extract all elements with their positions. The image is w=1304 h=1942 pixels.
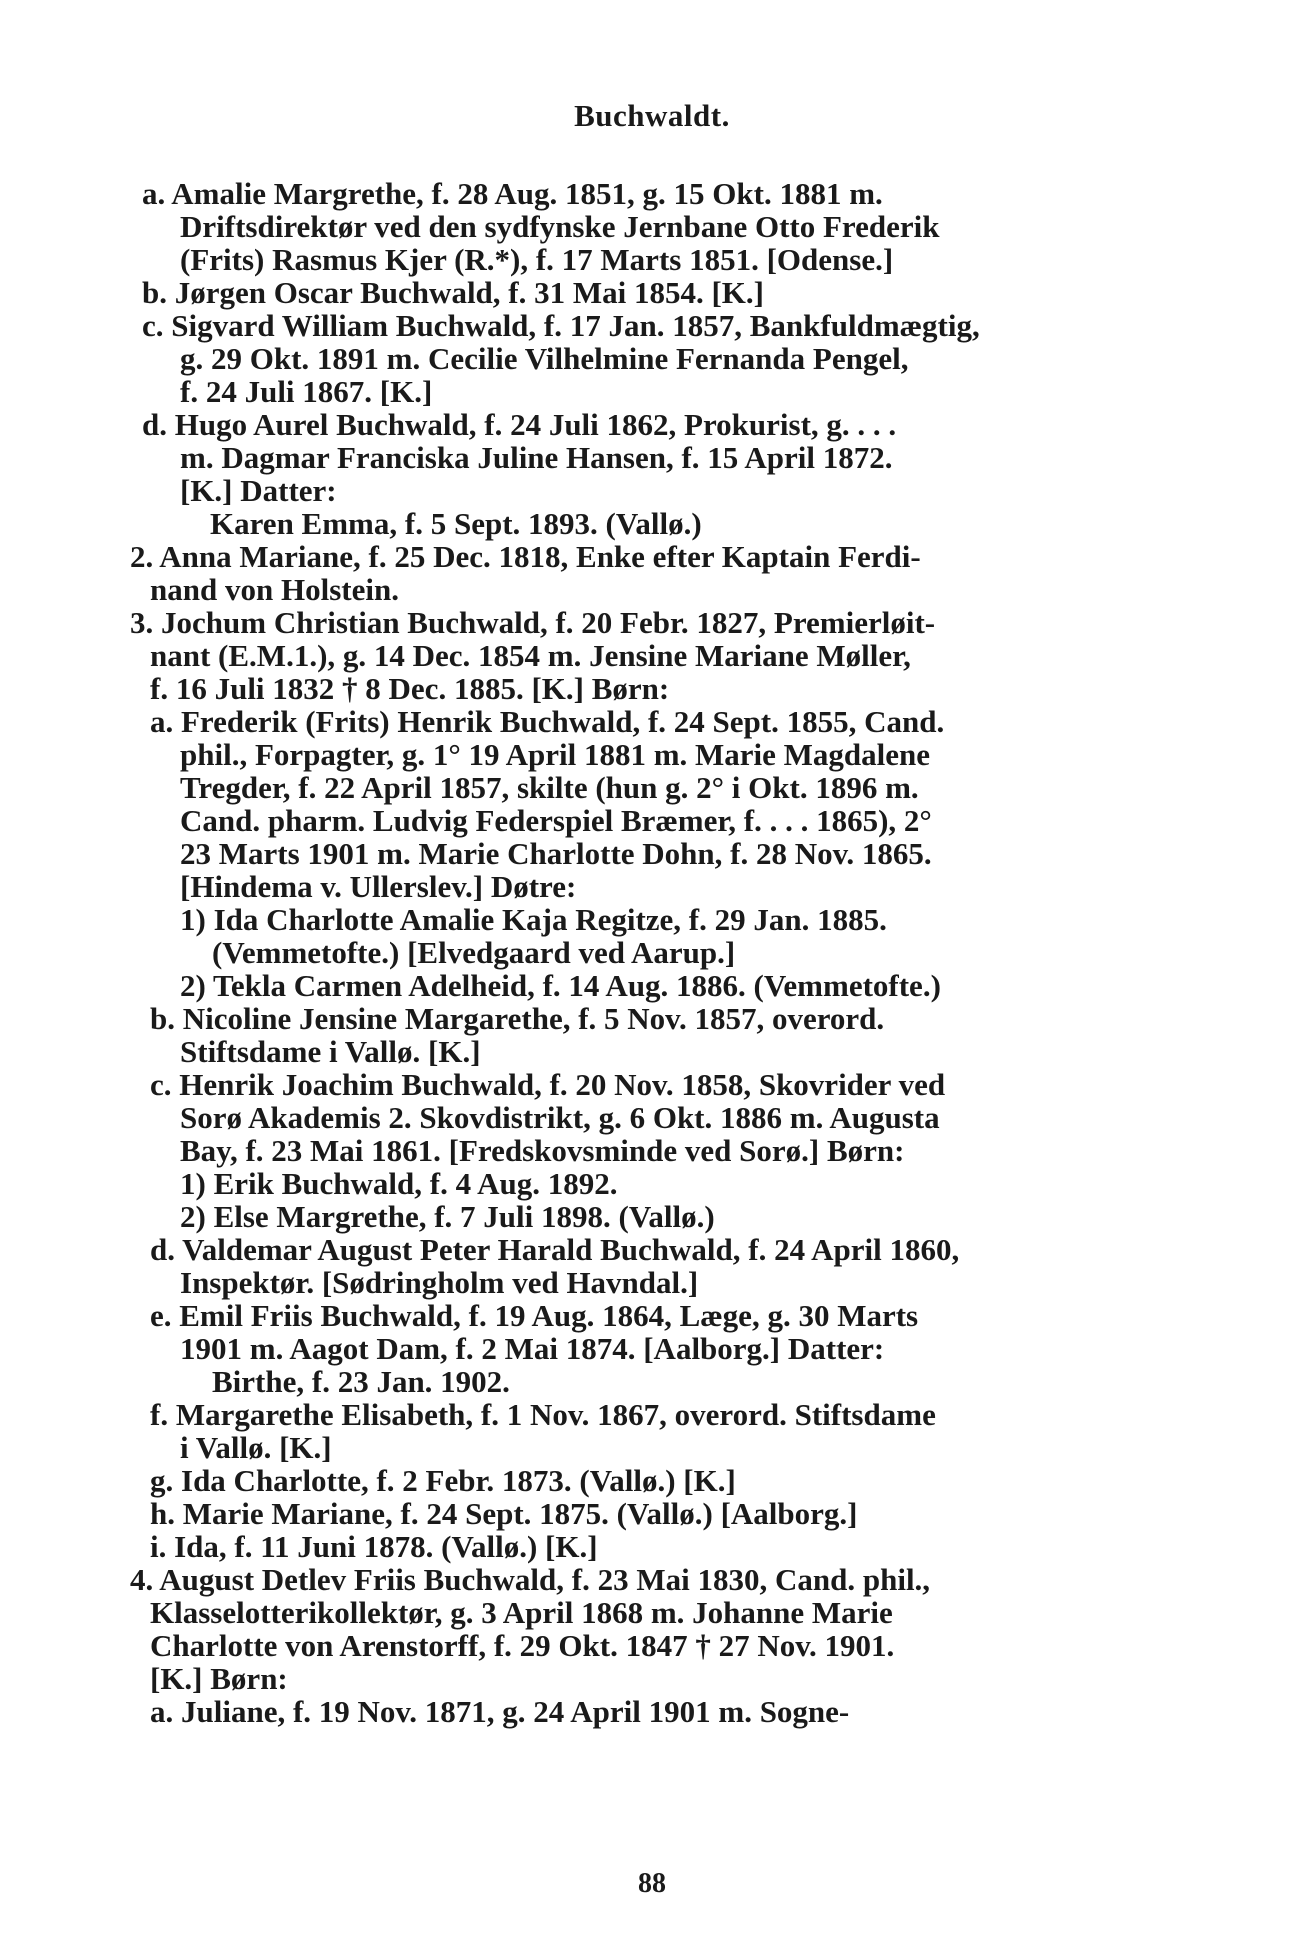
text-line: 2) Else Margrethe, f. 7 Juli 1898. (Vallø.) — [180, 1199, 715, 1234]
text-line: [K.] Datter: — [180, 473, 337, 508]
text-line: Tregder, f. 22 April 1857, skilte (hun g. 2° i Okt. 1896 m. — [180, 770, 919, 805]
text-line: 2. Anna Mariane, f. 25 Dec. 1818, Enke efter Kaptain Ferdi- — [130, 539, 921, 574]
text-line: a. Amalie Margrethe, f. 28 Aug. 1851, g. 15 Okt. 1881 m. — [142, 176, 883, 211]
text-line: 1) Erik Buchwald, f. 4 Aug. 1892. — [180, 1166, 618, 1201]
text-line: b. Jørgen Oscar Buchwald, f. 31 Mai 1854. [K.] — [142, 275, 764, 310]
text-line: g. 29 Okt. 1891 m. Cecilie Vilhelmine Fernanda Pengel, — [180, 341, 909, 376]
text-line: d. Valdemar August Peter Harald Buchwald, f. 24 April 1860, — [150, 1232, 960, 1267]
text-line: h. Marie Mariane, f. 24 Sept. 1875. (Vallø.) [Aalborg.] — [150, 1496, 858, 1531]
text-line: [Hindema v. Ullerslev.] Døtre: — [180, 869, 577, 904]
text-line: Cand. pharm. Ludvig Federspiel Bræmer, f. . . . 1865), 2° — [180, 803, 932, 838]
text-line: Birthe, f. 23 Jan. 1902. — [212, 1364, 510, 1399]
text-line: 1901 m. Aagot Dam, f. 2 Mai 1874. [Aalborg.] Datter: — [180, 1331, 885, 1366]
text-line: Charlotte von Arenstorff, f. 29 Okt. 1847 † 27 Nov. 1901. — [150, 1628, 895, 1663]
text-line: c. Sigvard William Buchwald, f. 17 Jan. 1857, Bankfuldmægtig, — [142, 308, 980, 343]
text-line: a. Juliane, f. 19 Nov. 1871, g. 24 April 1901 m. Sogne- — [150, 1694, 850, 1729]
text-line: f. Margarethe Elisabeth, f. 1 Nov. 1867, overord. Stiftsdame — [150, 1397, 936, 1432]
text-line: [K.] Børn: — [150, 1661, 288, 1696]
text-line: a. Frederik (Frits) Henrik Buchwald, f. 24 Sept. 1855, Cand. — [150, 704, 945, 739]
page-header: Buchwaldt. — [574, 98, 730, 133]
text-line: Driftsdirektør ved den sydfynske Jernbane Otto Frederik — [180, 209, 940, 244]
text-line: 3. Jochum Christian Buchwald, f. 20 Febr. 1827, Premierløit- — [130, 605, 936, 640]
text-line: f. 16 Juli 1832 † 8 Dec. 1885. [K.] Børn: — [150, 671, 670, 706]
text-line: nand von Holstein. — [150, 572, 399, 607]
text-line: Inspektør. [Sødringholm ved Havndal.] — [180, 1265, 699, 1300]
text-line: 23 Marts 1901 m. Marie Charlotte Dohn, f. 28 Nov. 1865. — [180, 836, 932, 871]
text-line: Klasselotterikollektør, g. 3 April 1868 m. Johanne Marie — [150, 1595, 893, 1630]
text-line: nant (E.M.1.), g. 14 Dec. 1854 m. Jensine Mariane Møller, — [150, 638, 911, 673]
text-line: d. Hugo Aurel Buchwald, f. 24 Juli 1862, Prokurist, g. . . . — [142, 407, 897, 442]
text-line: c. Henrik Joachim Buchwald, f. 20 Nov. 1858, Skovrider ved — [150, 1067, 946, 1102]
page-number: 88 — [638, 1868, 666, 1899]
text-line: i Vallø. [K.] — [180, 1430, 332, 1465]
text-line: i. Ida, f. 11 Juni 1878. (Vallø.) [K.] — [150, 1529, 598, 1564]
text-line: m. Dagmar Franciska Juline Hansen, f. 15 April 1872. — [180, 440, 893, 475]
text-line: e. Emil Friis Buchwald, f. 19 Aug. 1864, Læge, g. 30 Marts — [150, 1298, 919, 1333]
text-line: Bay, f. 23 Mai 1861. [Fredskovsminde ved Sorø.] Børn: — [180, 1133, 905, 1168]
text-line: 2) Tekla Carmen Adelheid, f. 14 Aug. 1886. (Vemmetofte.) — [180, 968, 941, 1003]
text-line: g. Ida Charlotte, f. 2 Febr. 1873. (Vallø.) [K.] — [150, 1463, 736, 1498]
text-line: 1) Ida Charlotte Amalie Kaja Regitze, f. 29 Jan. 1885. — [180, 902, 887, 937]
text-line: 4. August Detlev Friis Buchwald, f. 23 Mai 1830, Cand. phil., — [130, 1562, 931, 1597]
text-line: Sorø Akademis 2. Skovdistrikt, g. 6 Okt. 1886 m. Augusta — [180, 1100, 940, 1135]
text-line: phil., Forpagter, g. 1° 19 April 1881 m. Marie Magdalene — [180, 737, 931, 772]
text-line: Karen Emma, f. 5 Sept. 1893. (Vallø.) — [210, 506, 702, 541]
text-line: (Vemmetofte.) [Elvedgaard ved Aarup.] — [212, 935, 736, 970]
text-line: f. 24 Juli 1867. [K.] — [180, 374, 433, 409]
text-line: (Frits) Rasmus Kjer (R.*), f. 17 Marts 1851. [Odense.] — [180, 242, 894, 277]
text-line: Stiftsdame i Vallø. [K.] — [180, 1034, 481, 1069]
text-line: b. Nicoline Jensine Margarethe, f. 5 Nov. 1857, overord. — [150, 1001, 885, 1036]
